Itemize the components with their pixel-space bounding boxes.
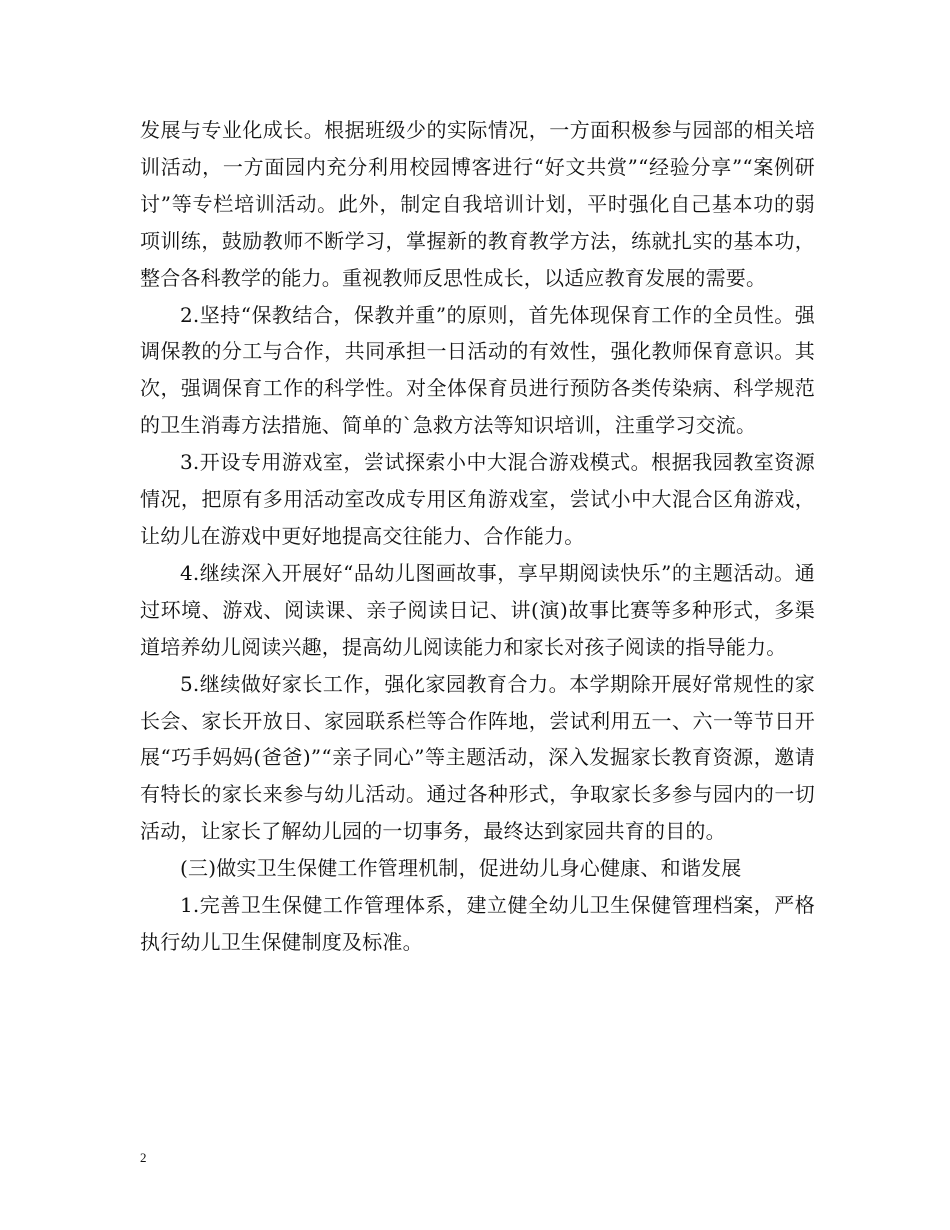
paragraph-item-2: 2.坚持“保教结合，保教并重”的原则，首先体现保育工作的全员性。强调保教的分工与合作，共同承担一日活动的有效性，强化教师保育意识。其次，强调保育工作的科学性。对全体保育员进行预防各类传染病、科学规范的卫生消毒方法措施、简单的`急救方法等知识培训，注重学习交流。: [140, 302, 815, 438]
paragraph-teacher-training: 发展与专业化成长。根据班级少的实际情况，一方面积极参与园部的相关培训活动，一方面园内充分利用校园博客进行“好文共赏”“经验分享”“案例研讨”等专栏培训活动。此外，制定自我培训计划，平时强化自己基本功的弱项训练，鼓励教师不断学习，掌握新的教育教学方法，练就扎实的基本功，整合各科教学的能力。重视教师反思性成长，以适应教育发展的需要。: [140, 118, 815, 290]
document-body: [140, 112, 815, 961]
section-heading-3: (三)做实卫生保健工作管理机制，促进幼儿身心健康、和谐发展: [180, 856, 742, 881]
paragraph-health-item-1: 1.完善卫生保健工作管理体系，建立健全幼儿卫生保健管理档案，严格执行幼儿卫生保健制度及标准。: [140, 893, 815, 954]
paragraph-item-5: 5.继续做好家长工作，强化家园教育合力。本学期除开展好常规性的家长会、家长开放日、家园联系栏等合作阵地，尝试利用五一、六一等节日开展“巧手妈妈(爸爸)”“亲子同心”等主题活动，深入发掘家长教育资源，邀请有特长的家长来参与幼儿活动。通过各种形式，争取家长多参与园内的一切活动，让家长了解幼儿园的一切事务，最终达到家园共育的目的。: [140, 671, 815, 844]
paragraph-item-4: 4.继续深入开展好“品幼儿图画故事，享早期阅读快乐”的主题活动。通过环境、游戏、阅读课、亲子阅读日记、讲(演)故事比赛等多种形式，多渠道培养幼儿阅读兴趣，提高幼儿阅读能力和家长对孩子阅读的指导能力。: [140, 560, 815, 659]
paragraph-item-3: 3.开设专用游戏室，尝试探索小中大混合游戏模式。根据我园教室资源情况，把原有多用活动室改成专用区角游戏室，尝试小中大混合区角游戏，让幼儿在游戏中更好地提高交往能力、合作能力。: [140, 450, 815, 548]
page-number: 2: [140, 1150, 147, 1165]
